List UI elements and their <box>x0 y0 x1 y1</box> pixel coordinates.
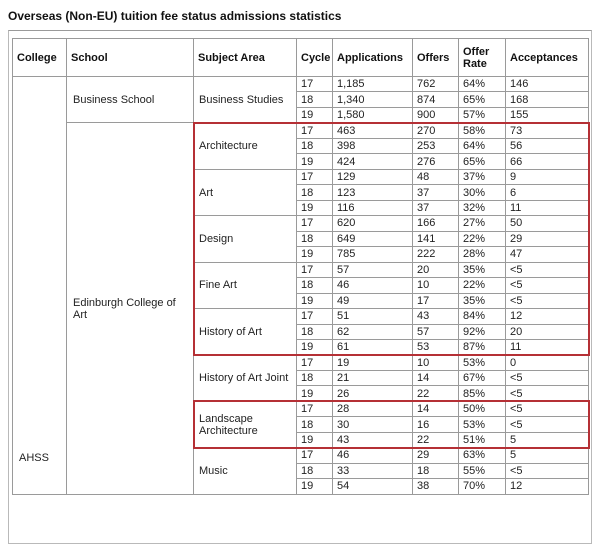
acceptances-cell: 47 <box>506 247 589 262</box>
school-cell: Business School <box>67 77 194 123</box>
rate-cell: 63% <box>459 448 506 463</box>
cycle-cell: 19 <box>297 479 333 494</box>
acceptances-cell: 20 <box>506 324 589 339</box>
subject-cell: History of Art <box>194 309 297 355</box>
applications-cell: 620 <box>333 216 413 231</box>
subject-cell: Architecture <box>194 123 297 169</box>
cycle-cell: 18 <box>297 324 333 339</box>
applications-cell: 54 <box>333 479 413 494</box>
rate-cell: 22% <box>459 278 506 293</box>
rate-cell: 84% <box>459 309 506 324</box>
offers-cell: 43 <box>413 309 459 324</box>
subject-cell: Design <box>194 216 297 262</box>
rate-cell: 50% <box>459 401 506 416</box>
cycle-cell: 17 <box>297 309 333 324</box>
school-cell: Edinburgh College of Art <box>67 123 194 494</box>
acceptances-cell: 9 <box>506 169 589 184</box>
cycle-cell: 18 <box>297 278 333 293</box>
rate-cell: 30% <box>459 185 506 200</box>
rate-cell: 37% <box>459 169 506 184</box>
table-row <box>13 77 589 92</box>
rate-cell: 53% <box>459 417 506 432</box>
offers-cell: 166 <box>413 216 459 231</box>
offers-cell: 38 <box>413 479 459 494</box>
offers-cell: 10 <box>413 278 459 293</box>
acceptances-cell: <5 <box>506 401 589 416</box>
applications-cell: 129 <box>333 169 413 184</box>
offers-cell: 762 <box>413 77 459 92</box>
subject-cell: Art <box>194 169 297 215</box>
cycle-cell: 19 <box>297 432 333 447</box>
offers-cell: 57 <box>413 324 459 339</box>
rate-cell: 55% <box>459 463 506 478</box>
acceptances-cell: <5 <box>506 386 589 401</box>
offers-cell: 20 <box>413 262 459 277</box>
rate-cell: 27% <box>459 216 506 231</box>
admissions-table <box>12 38 589 495</box>
page-title: Overseas (Non-EU) tuition fee status admissions statistics <box>8 9 342 23</box>
cycle-cell: 19 <box>297 107 333 122</box>
offers-cell: 276 <box>413 154 459 169</box>
offers-cell: 253 <box>413 138 459 153</box>
offers-cell: 18 <box>413 463 459 478</box>
offers-cell: 10 <box>413 355 459 370</box>
applications-cell: 28 <box>333 401 413 416</box>
applications-cell: 46 <box>333 448 413 463</box>
acceptances-cell: 11 <box>506 339 589 354</box>
cycle-cell: 19 <box>297 386 333 401</box>
offers-cell: 22 <box>413 432 459 447</box>
applications-cell: 1,580 <box>333 107 413 122</box>
acceptances-cell: <5 <box>506 463 589 478</box>
applications-cell: 30 <box>333 417 413 432</box>
cycle-cell: 19 <box>297 293 333 308</box>
acceptances-cell: 12 <box>506 479 589 494</box>
rate-cell: 58% <box>459 123 506 138</box>
rate-cell: 87% <box>459 339 506 354</box>
applications-cell: 61 <box>333 339 413 354</box>
offers-cell: 37 <box>413 200 459 215</box>
cycle-cell: 19 <box>297 200 333 215</box>
cycle-cell: 18 <box>297 370 333 385</box>
applications-cell: 46 <box>333 278 413 293</box>
offers-cell: 22 <box>413 386 459 401</box>
acceptances-cell: 29 <box>506 231 589 246</box>
rate-cell: 65% <box>459 154 506 169</box>
acceptances-cell: <5 <box>506 370 589 385</box>
applications-cell: 398 <box>333 138 413 153</box>
rate-cell: 67% <box>459 370 506 385</box>
subject-cell: Music <box>194 448 297 494</box>
offers-cell: 53 <box>413 339 459 354</box>
rate-cell: 64% <box>459 77 506 92</box>
rate-cell: 51% <box>459 432 506 447</box>
cycle-cell: 18 <box>297 231 333 246</box>
acceptances-cell: 73 <box>506 123 589 138</box>
cycle-cell: 17 <box>297 123 333 138</box>
applications-cell: 51 <box>333 309 413 324</box>
offers-cell: 16 <box>413 417 459 432</box>
offers-cell: 874 <box>413 92 459 107</box>
cycle-cell: 18 <box>297 185 333 200</box>
cycle-cell: 17 <box>297 169 333 184</box>
table-body <box>13 77 589 495</box>
applications-cell: 62 <box>333 324 413 339</box>
acceptances-cell: <5 <box>506 262 589 277</box>
header-cycle: Cycle <box>297 39 333 77</box>
applications-cell: 57 <box>333 262 413 277</box>
offers-cell: 29 <box>413 448 459 463</box>
cycle-cell: 17 <box>297 401 333 416</box>
offers-cell: 141 <box>413 231 459 246</box>
applications-cell: 649 <box>333 231 413 246</box>
header-offers: Offers <box>413 39 459 77</box>
acceptances-cell: 6 <box>506 185 589 200</box>
acceptances-cell: 11 <box>506 200 589 215</box>
rate-cell: 65% <box>459 92 506 107</box>
cycle-cell: 19 <box>297 154 333 169</box>
applications-cell: 785 <box>333 247 413 262</box>
applications-cell: 123 <box>333 185 413 200</box>
applications-cell: 43 <box>333 432 413 447</box>
header-subject-area: Subject Area <box>194 39 297 77</box>
rate-cell: 35% <box>459 262 506 277</box>
cycle-cell: 18 <box>297 463 333 478</box>
cycle-cell: 18 <box>297 92 333 107</box>
applications-cell: 49 <box>333 293 413 308</box>
acceptances-cell: 168 <box>506 92 589 107</box>
subject-cell: Fine Art <box>194 262 297 308</box>
cycle-cell: 17 <box>297 448 333 463</box>
acceptances-cell: 0 <box>506 355 589 370</box>
offers-cell: 37 <box>413 185 459 200</box>
acceptances-cell: 12 <box>506 309 589 324</box>
acceptances-cell: 155 <box>506 107 589 122</box>
acceptances-cell: 50 <box>506 216 589 231</box>
offers-cell: 48 <box>413 169 459 184</box>
cycle-cell: 18 <box>297 138 333 153</box>
cycle-cell: 18 <box>297 417 333 432</box>
rate-cell: 32% <box>459 200 506 215</box>
offers-cell: 222 <box>413 247 459 262</box>
subject-cell: Landscape Architecture <box>194 401 297 447</box>
acceptances-cell: <5 <box>506 278 589 293</box>
cycle-cell: 17 <box>297 77 333 92</box>
college-cell: AHSS <box>13 77 67 495</box>
subject-cell: History of Art Joint <box>194 355 297 401</box>
applications-cell: 21 <box>333 370 413 385</box>
cycle-cell: 17 <box>297 355 333 370</box>
table-row <box>13 123 589 138</box>
applications-cell: 26 <box>333 386 413 401</box>
acceptances-cell: 146 <box>506 77 589 92</box>
acceptances-cell: 5 <box>506 448 589 463</box>
offers-cell: 900 <box>413 107 459 122</box>
applications-cell: 19 <box>333 355 413 370</box>
cycle-cell: 17 <box>297 216 333 231</box>
applications-cell: 1,340 <box>333 92 413 107</box>
rate-cell: 28% <box>459 247 506 262</box>
subject-cell: Business Studies <box>194 77 297 123</box>
header-college: College <box>13 39 67 77</box>
acceptances-cell: <5 <box>506 293 589 308</box>
cycle-cell: 19 <box>297 247 333 262</box>
applications-cell: 33 <box>333 463 413 478</box>
offers-cell: 17 <box>413 293 459 308</box>
offers-cell: 14 <box>413 370 459 385</box>
header-applications: Applications <box>333 39 413 77</box>
rate-cell: 70% <box>459 479 506 494</box>
header-school: School <box>67 39 194 77</box>
offers-cell: 14 <box>413 401 459 416</box>
rate-cell: 57% <box>459 107 506 122</box>
rate-cell: 92% <box>459 324 506 339</box>
header-acceptances: Acceptances <box>506 39 589 77</box>
applications-cell: 1,185 <box>333 77 413 92</box>
cycle-cell: 19 <box>297 339 333 354</box>
rate-cell: 64% <box>459 138 506 153</box>
acceptances-cell: <5 <box>506 417 589 432</box>
acceptances-cell: 56 <box>506 138 589 153</box>
rate-cell: 53% <box>459 355 506 370</box>
header-offer-rate: Offer Rate <box>459 39 506 77</box>
header-row <box>13 39 589 77</box>
cycle-cell: 17 <box>297 262 333 277</box>
rate-cell: 35% <box>459 293 506 308</box>
offers-cell: 270 <box>413 123 459 138</box>
acceptances-cell: 66 <box>506 154 589 169</box>
applications-cell: 424 <box>333 154 413 169</box>
rate-cell: 22% <box>459 231 506 246</box>
applications-cell: 116 <box>333 200 413 215</box>
acceptances-cell: 5 <box>506 432 589 447</box>
rate-cell: 85% <box>459 386 506 401</box>
applications-cell: 463 <box>333 123 413 138</box>
